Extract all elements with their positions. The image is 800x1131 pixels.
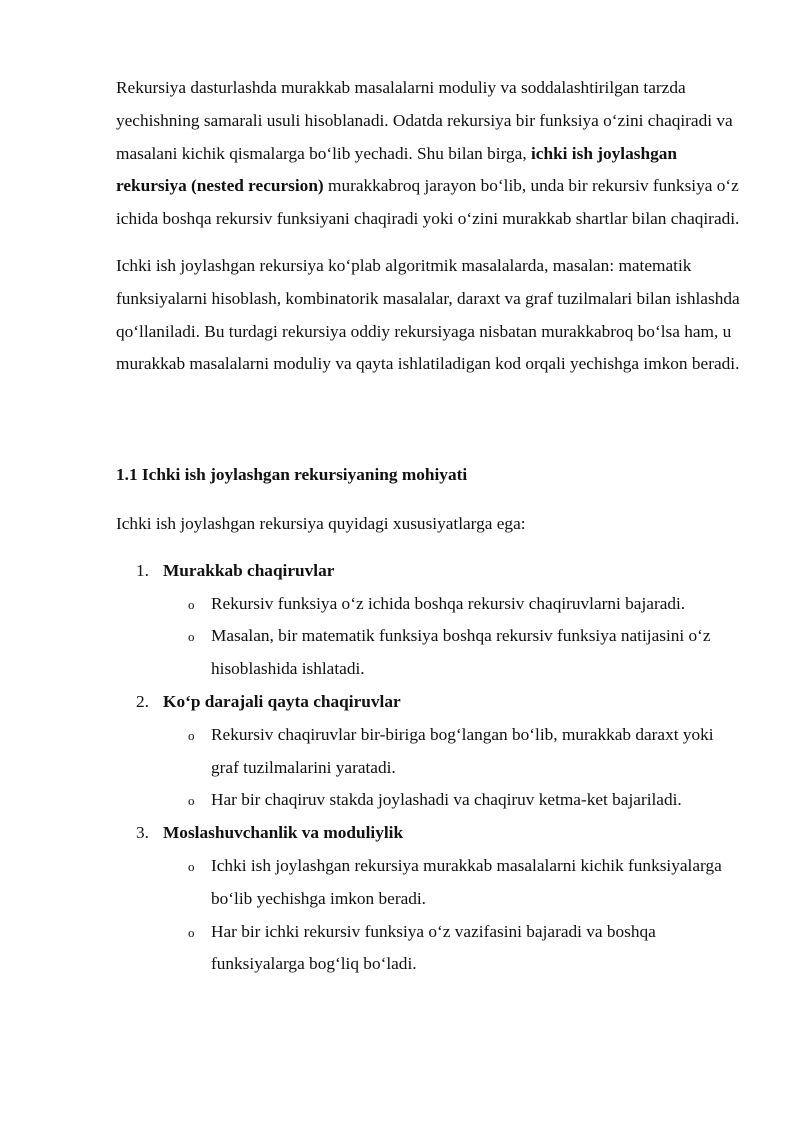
feature-item [116,686,744,817]
circle-bullet-icon: o [188,924,195,940]
feature-title: Murakkab chaqiruvlar [163,560,335,580]
circle-bullet-icon: o [188,858,195,874]
feature-title: Ko‘p darajali qayta chaqiruvlar [163,691,401,711]
sub-item [116,719,744,785]
circle-bullet-icon: o [188,596,195,612]
intro-paragraph-2: Ichki ish joylashgan rekursiya ko‘plab algoritmik masalalarda, masalan: matematik funksiyalarni hisoblash, kombinatorik masalalar, daraxt va graf tuzilmalari bilan ishlashda qo‘llaniladi. Bu turdagi rekursiya oddiy rekursiyaga nisbatan murakkabroq bo‘lsa ham, u murakkab masalalarni moduliy va qayta ishlatiladigan kod orqali yechishga imkon beradi. [116,255,740,374]
feature-number: 2. [136,691,149,711]
sub-item-text: Har bir chaqiruv stakda joylashadi va chaqiruv ketma-ket bajariladi. [211,790,682,810]
sub-item [116,916,744,982]
section-lead: Ichki ish joylashgan rekursiya quyidagi xususiyatlarga ega: [116,513,526,533]
feature-item [116,555,744,686]
section-heading: 1.1 Ichki ish joylashgan rekursiyaning mohiyati [116,465,468,485]
intro-paragraph-1 [116,72,744,236]
sub-item-text: Har bir ichki rekursiv funksiya o‘z vazifasini bajaradi va boshqa funksiyalarga bog‘liq bo‘ladi. [211,921,656,974]
sub-list [116,588,744,686]
circle-bullet-icon: o [188,793,195,809]
sub-list [116,719,744,817]
feature-number: 3. [136,823,149,843]
sub-item-text: Ichki ish joylashgan rekursiya murakkab masalalarni kichik funksiyalarga bo‘lib yechishga imkon beradi. [211,855,722,908]
feature-title: Moslashuvchanlik va moduliylik [163,823,404,843]
circle-bullet-icon: o [188,629,195,645]
intro-text-end: murakkabroq jarayon bo‘lib, unda bir rekursiv funksiya o‘z ichida boshqa rekursiv funksiyani chaqiradi yoki o‘zini murakkab shartlar bilan chaqiradi. [116,176,740,229]
feature-number: 1. [136,560,149,580]
sub-item [116,850,744,916]
sub-list [116,850,744,981]
features-list [116,555,744,981]
sub-item [116,784,744,817]
sub-item-text: Masalan, bir matematik funksiya boshqa rekursiv funksiya natijasini o‘z hisoblashida ishlatadi. [211,626,711,679]
sub-item [116,620,744,686]
circle-bullet-icon: o [188,727,195,743]
feature-item [116,817,744,981]
sub-item [116,588,744,621]
intro-text-start: Rekursiya dasturlashda murakkab masalalarni moduliy va soddalashtirilgan tarzda yechishning samarali usuli hisoblanadi. Odatda rekursiya bir funksiya o‘zini chaqiradi va masalani kichik qismalarga bo‘lib yechadi. Shu bilan birga, [116,78,733,163]
nested-recursion-term: ichki ish joylashgan rekursiya (nested recursion) [116,143,677,196]
sub-item-text: Rekursiv chaqiruvlar bir-biriga bog‘langan bo‘lib, murakkab daraxt yoki graf tuzilmalarini yaratadi. [211,724,714,777]
sub-item-text: Rekursiv funksiya o‘z ichida boshqa rekursiv chaqiruvlarni bajaradi. [211,593,686,613]
